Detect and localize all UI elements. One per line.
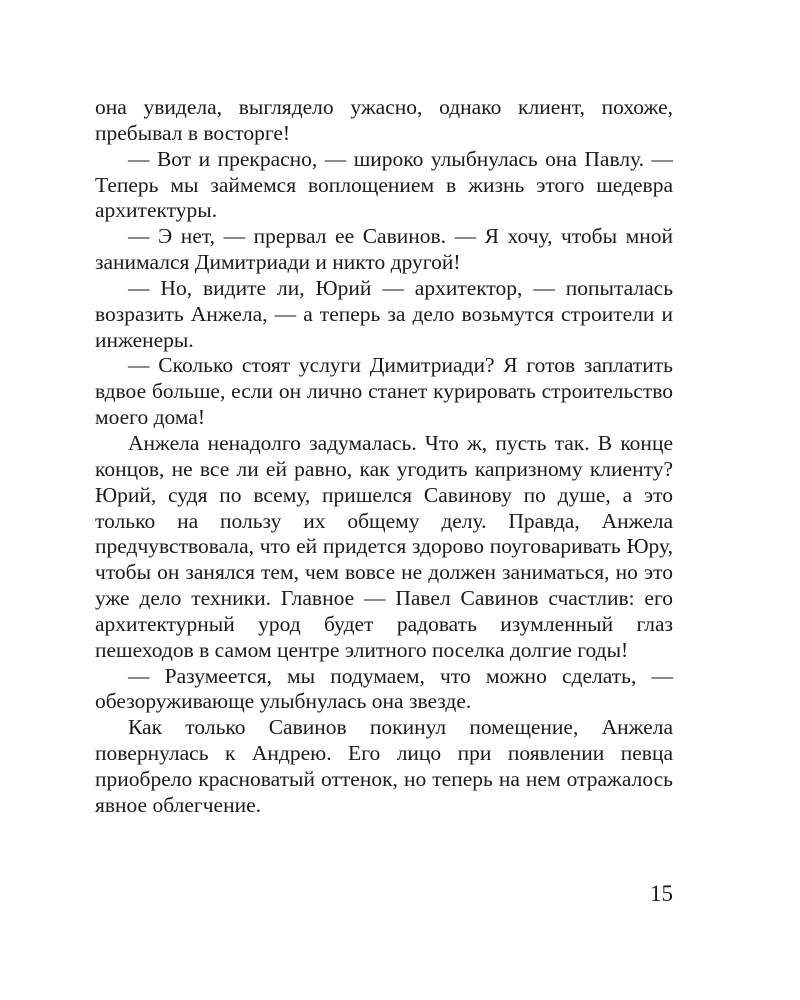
paragraph: Анжела ненадолго задумалась. Что ж, пусть так. В конце концов, не все ли ей равно, как угодить капризному клиенту? Юрий, судя по всему, пришелся Савинову по душе, а это только на пользу их общему делу. Правда, Анжела предчувствовала, что ей придется здорово поуговаривать Юру, чтобы он занялся тем, чем вовсе не должен заниматься, но это уже дело техники. Главное — Павел Савинов счастлив: его архитектурный урод будет радовать изумленный глаз пешеходов в самом центре элитного поселка долгие годы!	[95, 430, 673, 662]
body-text	[95, 95, 673, 819]
page-number: 15	[650, 881, 673, 906]
paragraph: — Вот и прекрасно, — широко улыбнулась она Павлу. — Теперь мы займемся воплощением в жизнь этого шедевра архитектуры.	[95, 146, 673, 223]
paragraph: — Но, видите ли, Юрий — архитектор, — попыталась возразить Анжела, — а теперь за дело возьмутся строители и инженеры.	[95, 275, 673, 352]
paragraph: она увидела, выглядело ужасно, однако клиент, похоже, пребывал в восторге!	[95, 95, 673, 145]
paragraph: — Сколько стоят услуги Димитриади? Я готов заплатить вдвое больше, если он лично станет курировать строительство моего дома!	[95, 353, 673, 430]
paragraph: — Э нет, — прервал ее Савинов. — Я хочу, чтобы мной занимался Димитриади и никто другой!	[95, 224, 673, 275]
paragraph: Как только Савинов покинул помещение, Анжела повернулась к Андрею. Его лицо при появлении певца приобрело красноватый оттенок, но теперь на нем отражалось явное облегчение.	[95, 715, 673, 817]
paragraph: — Разумеется, мы подумаем, что можно сделать, — обезоруживающе улыбнулась она звезде.	[95, 663, 673, 714]
